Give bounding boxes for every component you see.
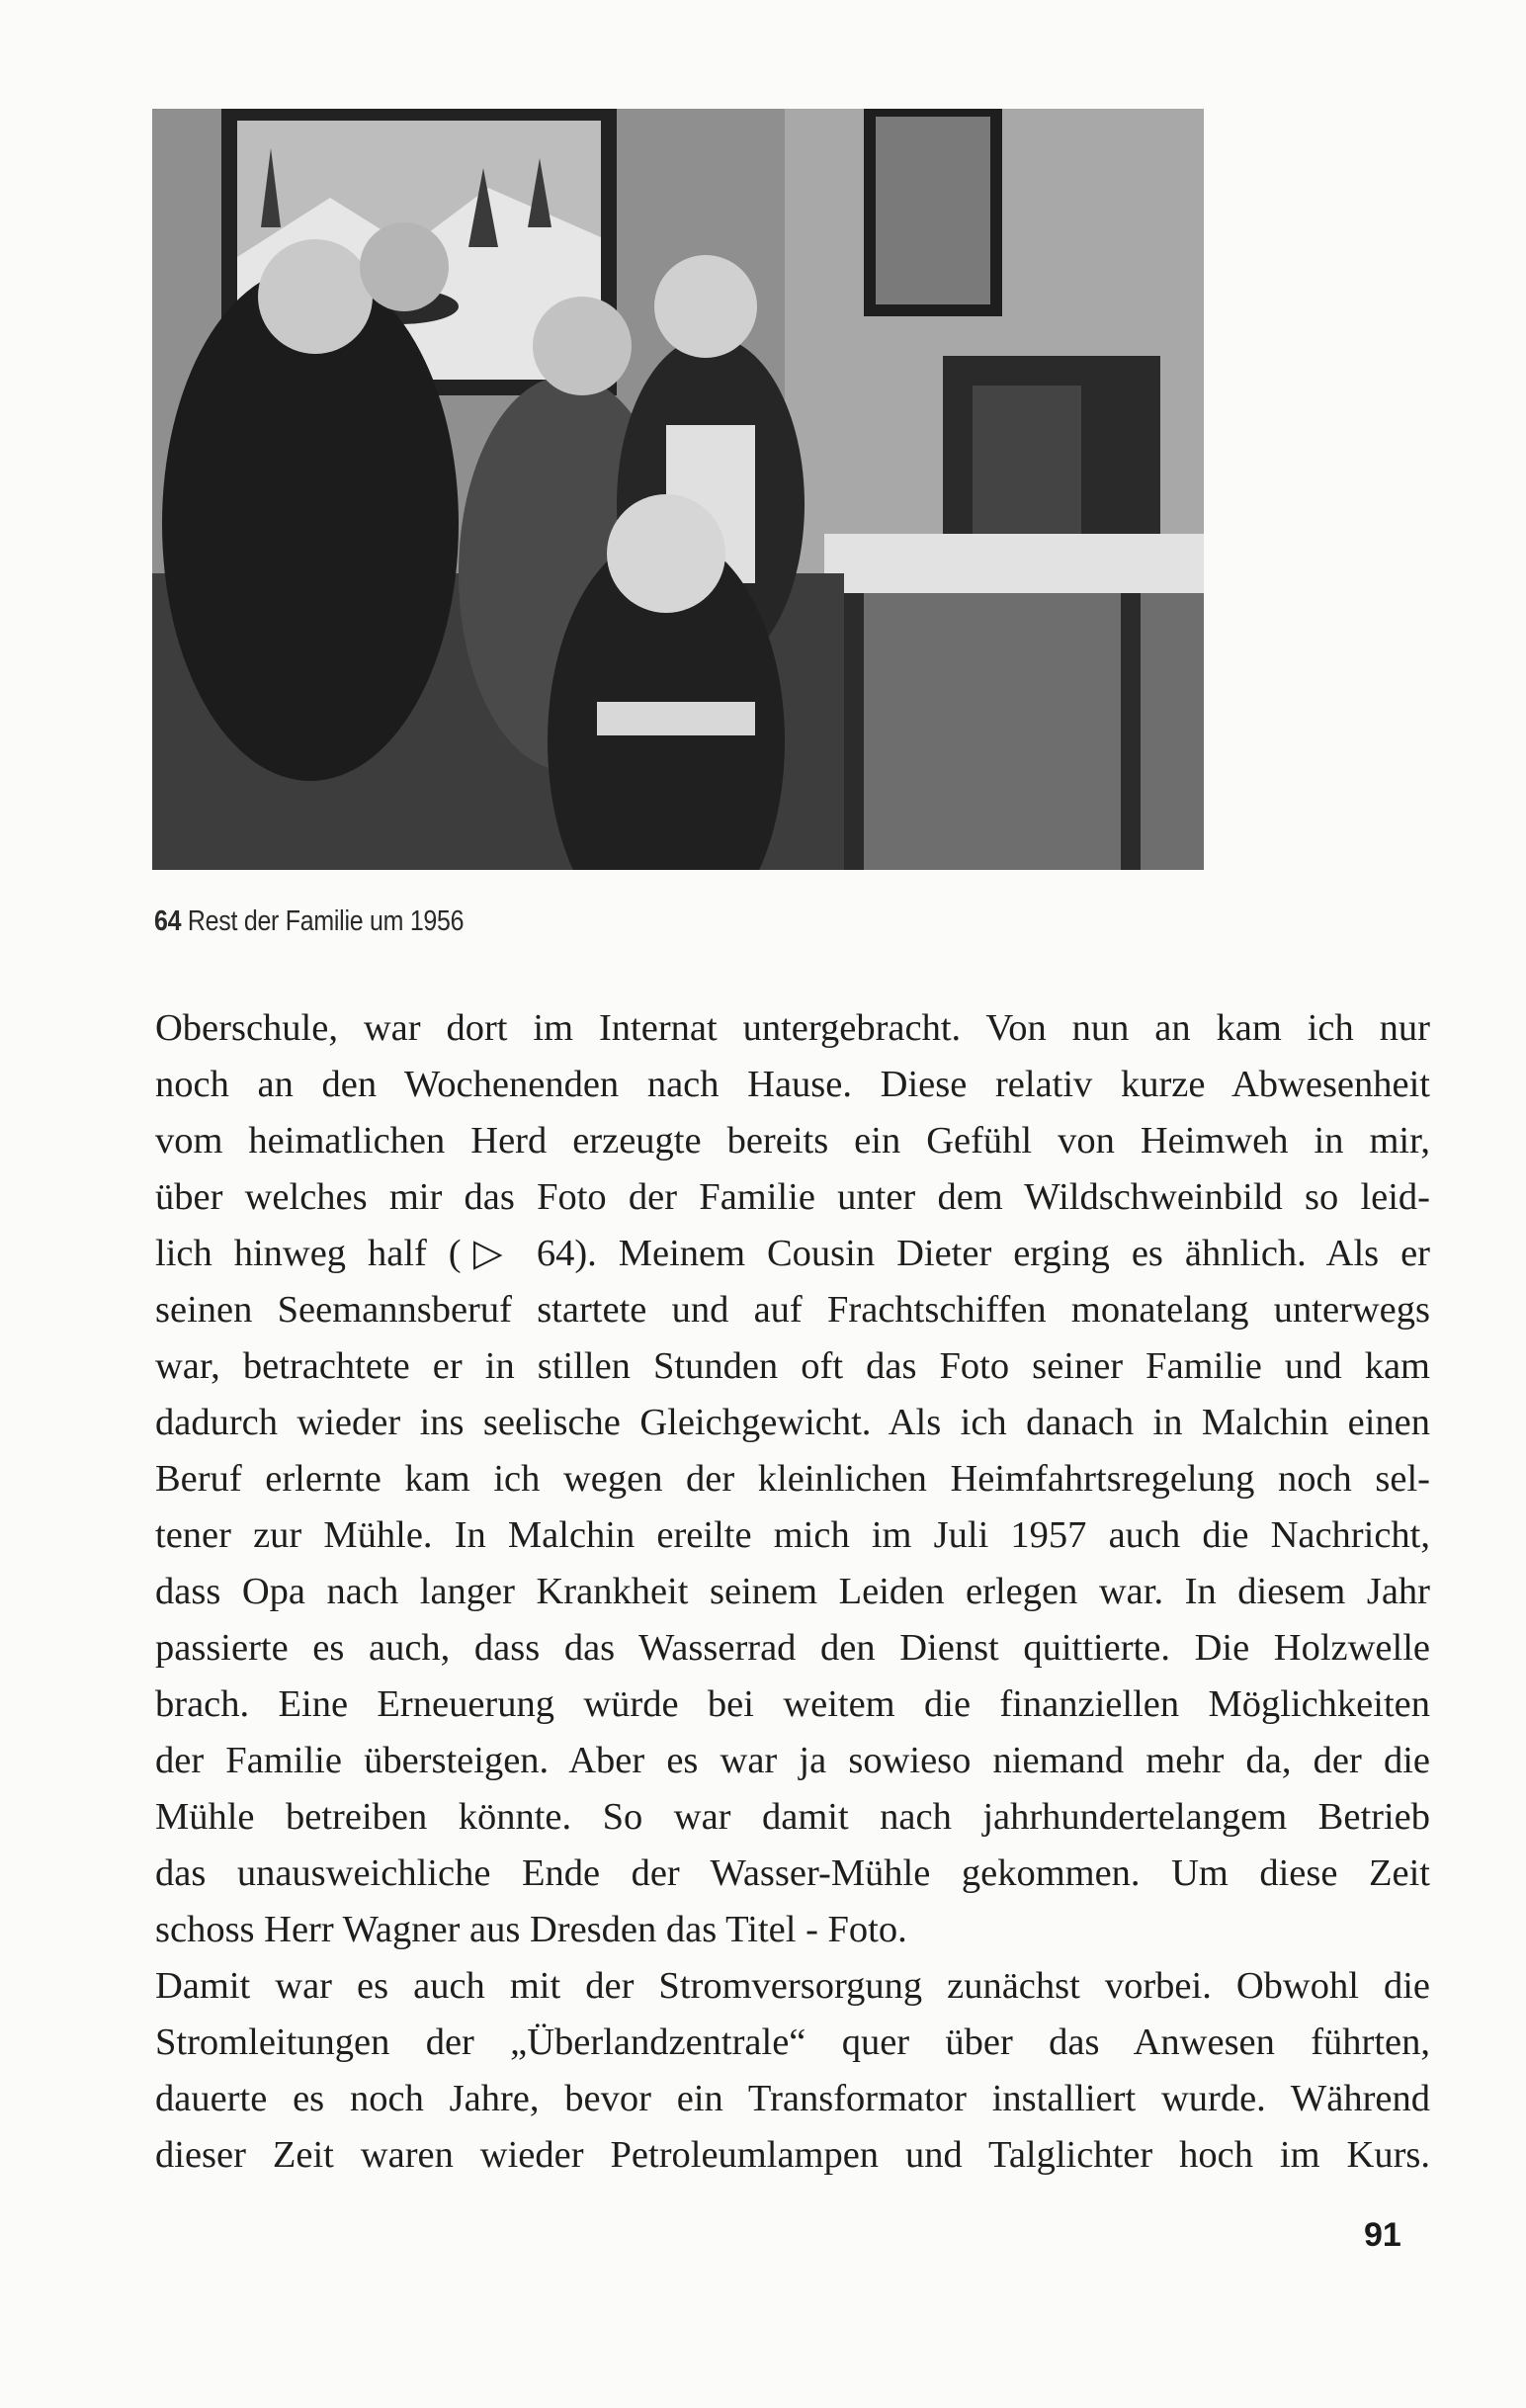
text-line: dauerte es noch Jahre, bevor ein Transformator installiert wurde. Während [155,2078,1430,2119]
text-line: brach. Eine Erneuerung würde bei weitem die finanziellen Möglichkeiten [155,1683,1430,1725]
text-line: seinen Seemannsberuf startete und auf Frachtschiffen monatelang unterwegs [155,1289,1430,1331]
text-line: Damit war es auch mit der Stromversorgung zunächst vorbei. Obwohl die [155,1965,1430,2007]
text-line: über welches mir das Foto der Familie unter dem Wildschweinbild so leid- [155,1176,1430,1218]
figure-caption [154,905,464,938]
text-line: lich hinweg half (▷ 64). Meinem Cousin Dieter erging es ähnlich. Als er [155,1233,1430,1274]
text-line: passierte es auch, dass das Wasserrad den Dienst quittierte. Die Holzwelle [155,1627,1430,1669]
text-line: dadurch wieder ins seelische Gleichgewicht. Als ich danach in Malchin einen [155,1402,1430,1443]
text-line: Stromleitungen der „Überlandzentrale“ quer über das Anwesen führten, [155,2021,1430,2063]
body-text [155,1000,1430,2184]
text-line: schoss Herr Wagner aus Dresden das Titel - Foto. [155,1909,907,1950]
family-photo-illustration [152,109,1204,870]
text-line: dass Opa nach langer Krankheit seinem Leiden erlegen war. In diesem Jahr [155,1571,1430,1612]
text-line: der Familie übersteigen. Aber es war ja sowieso niemand mehr da, der die [155,1740,1430,1781]
text-line: Beruf erlernte kam ich wegen der kleinlichen Heimfahrtsregelung noch sel- [155,1458,1430,1500]
text-line: noch an den Wochenenden nach Hause. Diese relativ kurze Abwesenheit [155,1064,1430,1105]
text-line: tener zur Mühle. In Malchin ereilte mich im Juli 1957 auch die Nachricht, [155,1514,1430,1556]
text-line: war, betrachtete er in stillen Stunden oft das Foto seiner Familie und kam [155,1345,1430,1387]
text-line: Oberschule, war dort im Internat untergebracht. Von nun an kam ich nur [155,1007,1430,1049]
family-photo [152,109,1204,870]
figure-caption-text: Rest der Familie um 1956 [187,905,465,937]
text-line: Mühle betreiben könnte. So war damit nach jahrhundertelangem Betrieb [155,1796,1430,1838]
text-line: vom heimatlichen Herd erzeugte bereits ein Gefühl von Heimweh in mir, [155,1120,1430,1161]
figure-number: 64 [154,905,182,937]
text-line: dieser Zeit waren wieder Petroleumlampen und Talglichter hoch im Kurs. [155,2134,1430,2176]
page-number: 91 [1364,2216,1401,2254]
text-line: das unausweichliche Ende der Wasser-Mühle gekommen. Um diese Zeit [155,1852,1430,1894]
